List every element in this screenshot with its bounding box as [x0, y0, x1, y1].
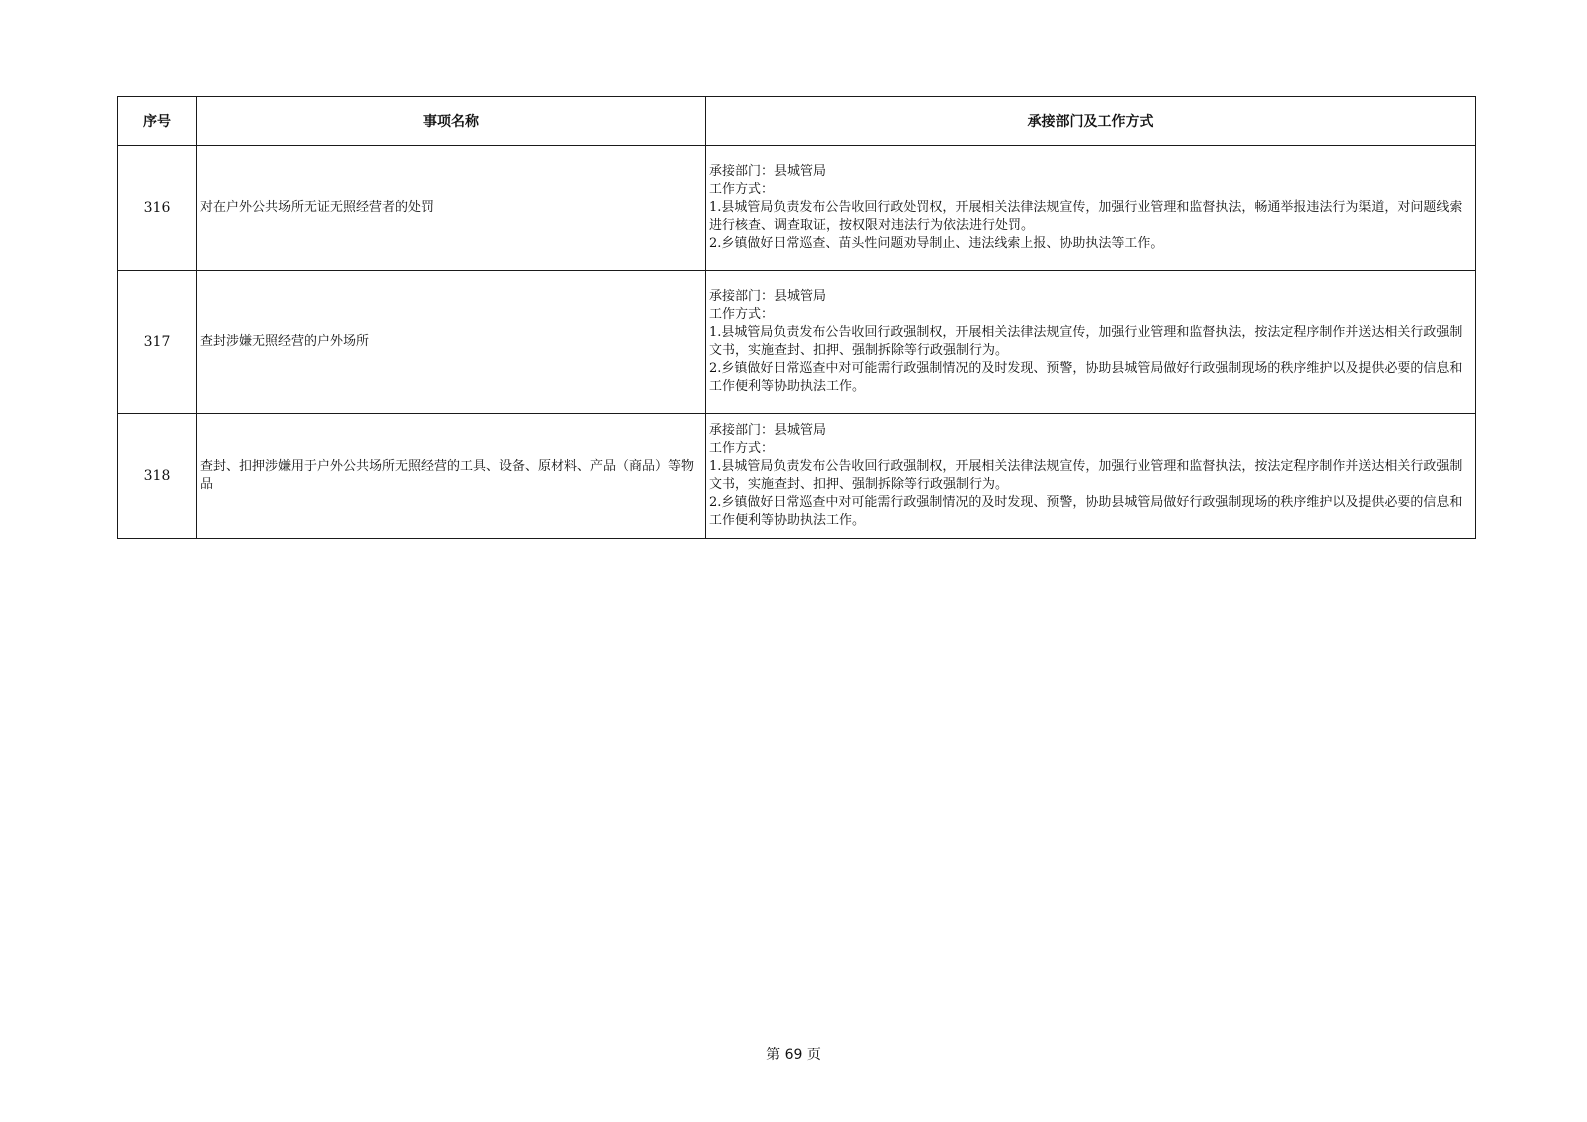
method-item-1: 1.县城管局负责发布公告收回行政强制权，开展相关法律法规宣传，加强行业管理和监督执法，按法定程序制作并送达相关行政强制文书，实施查封、扣押、强制拆除等行政强制行为。 [709, 325, 1463, 358]
row-item-name: 对在户外公共场所无证无照经营者的处罚 [197, 146, 706, 271]
method-item-2: 2.乡镇做好日常巡查中对可能需行政强制情况的及时发现、预警，协助县城管局做好行政强制现场的秩序维护以及提供必要的信息和工作便利等协助执法工作。 [709, 495, 1463, 528]
table-header-row [118, 97, 1476, 146]
department-line: 承接部门：县城管局 [709, 423, 827, 438]
items-table [117, 96, 1476, 539]
table-row [118, 146, 1476, 271]
row-serial-number: 318 [118, 414, 197, 539]
method-item-1: 1.县城管局负责发布公告收回行政强制权，开展相关法律法规宣传，加强行业管理和监督执法，按法定程序制作并送达相关行政强制文书，实施查封、扣押、强制拆除等行政强制行为。 [709, 459, 1463, 492]
header-department-method: 承接部门及工作方式 [706, 97, 1476, 146]
method-item-1: 1.县城管局负责发布公告收回行政处罚权，开展相关法律法规宣传，加强行业管理和监督执法，畅通举报违法行为渠道，对问题线索进行核查、调查取证，按权限对违法行为依法进行处罚。 [709, 200, 1463, 233]
method-label: 工作方式： [709, 441, 775, 456]
department-line: 承接部门：县城管局 [709, 289, 827, 304]
row-item-name: 查封涉嫌无照经营的户外场所 [197, 271, 706, 414]
row-department-method [706, 414, 1476, 539]
table-row [118, 271, 1476, 414]
department-line: 承接部门：县城管局 [709, 164, 827, 179]
row-department-method [706, 146, 1476, 271]
row-item-name: 查封、扣押涉嫌用于户外公共场所无照经营的工具、设备、原材料、产品（商品）等物品 [197, 414, 706, 539]
method-item-2: 2.乡镇做好日常巡查、苗头性问题劝导制止、违法线索上报、协助执法等工作。 [709, 236, 1164, 251]
page-number: 第 69 页 [766, 1047, 821, 1063]
method-item-2: 2.乡镇做好日常巡查中对可能需行政强制情况的及时发现、预警，协助县城管局做好行政强制现场的秩序维护以及提供必要的信息和工作便利等协助执法工作。 [709, 361, 1463, 394]
row-serial-number: 316 [118, 146, 197, 271]
row-serial-number: 317 [118, 271, 197, 414]
table-row [118, 414, 1476, 539]
row-department-method [706, 271, 1476, 414]
header-serial-number: 序号 [118, 97, 197, 146]
method-label: 工作方式： [709, 182, 775, 197]
header-item-name: 事项名称 [197, 97, 706, 146]
method-label: 工作方式： [709, 307, 775, 322]
